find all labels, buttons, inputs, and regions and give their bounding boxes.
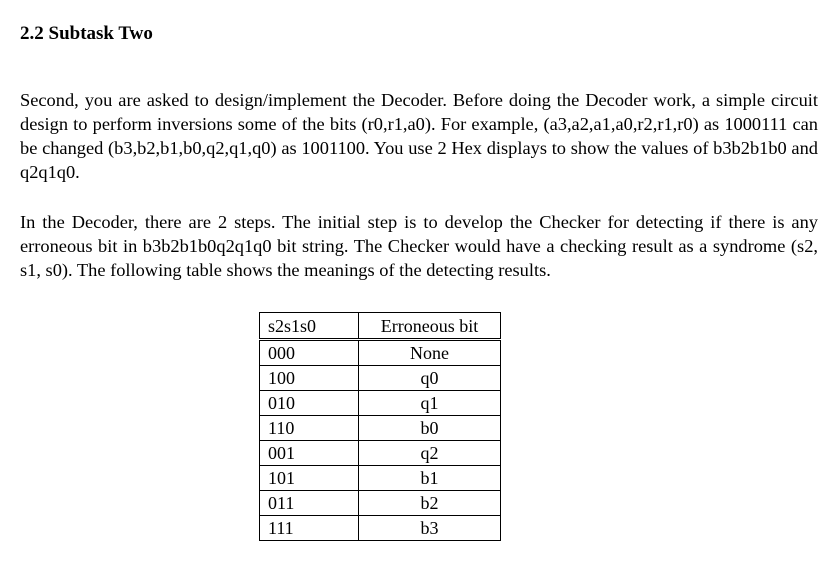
erroneous-bit-cell: q1 bbox=[359, 391, 501, 416]
erroneous-bit-cell: None bbox=[359, 340, 501, 366]
syndrome-cell: 011 bbox=[260, 491, 359, 516]
table-row bbox=[260, 340, 501, 366]
table-header-row bbox=[260, 313, 501, 340]
erroneous-bit-cell: b3 bbox=[359, 516, 501, 541]
syndrome-cell: 101 bbox=[260, 466, 359, 491]
table-row bbox=[260, 516, 501, 541]
syndrome-cell: 111 bbox=[260, 516, 359, 541]
table-row bbox=[260, 491, 501, 516]
table-row bbox=[260, 441, 501, 466]
syndrome-cell: 110 bbox=[260, 416, 359, 441]
syndrome-cell: 001 bbox=[260, 441, 359, 466]
erroneous-bit-cell: b2 bbox=[359, 491, 501, 516]
section-heading: 2.2 Subtask Two bbox=[20, 23, 153, 44]
paragraph-checker-description: In the Decoder, there are 2 steps. The initial step is to develop the Checker for detecting if there is any erroneous bit in b3b2b1b0q2q1q0 bit string. The Checker would have a checking result as a syndrome (s2, s1, s0). The following table shows the meanings of the detecting results. bbox=[20, 212, 818, 281]
erroneous-bit-cell: q2 bbox=[359, 441, 501, 466]
erroneous-bit-cell: b1 bbox=[359, 466, 501, 491]
table-row bbox=[260, 366, 501, 391]
syndrome-cell: 000 bbox=[260, 340, 359, 366]
erroneous-bit-cell: b0 bbox=[359, 416, 501, 441]
paragraph-decoder-intro: Second, you are asked to design/implement the Decoder. Before doing the Decoder work, a simple circuit design to perform inversions some of the bits (r0,r1,a0). For example, (a3,a2,a1,a0,r2,r1,r0) as 1000111 can be changed (b3,b2,b1,b0,q2,q1,q0) as 1001100. You use 2 Hex displays to show the values of b3b2b1b0 and q2q1q0. bbox=[20, 90, 818, 183]
table-row bbox=[260, 391, 501, 416]
table-row bbox=[260, 416, 501, 441]
header-erroneous-bit: Erroneous bit bbox=[359, 313, 501, 340]
table-row bbox=[260, 466, 501, 491]
syndrome-table bbox=[259, 312, 501, 541]
erroneous-bit-cell: q0 bbox=[359, 366, 501, 391]
header-syndrome: s2s1s0 bbox=[260, 313, 359, 340]
syndrome-cell: 010 bbox=[260, 391, 359, 416]
syndrome-cell: 100 bbox=[260, 366, 359, 391]
